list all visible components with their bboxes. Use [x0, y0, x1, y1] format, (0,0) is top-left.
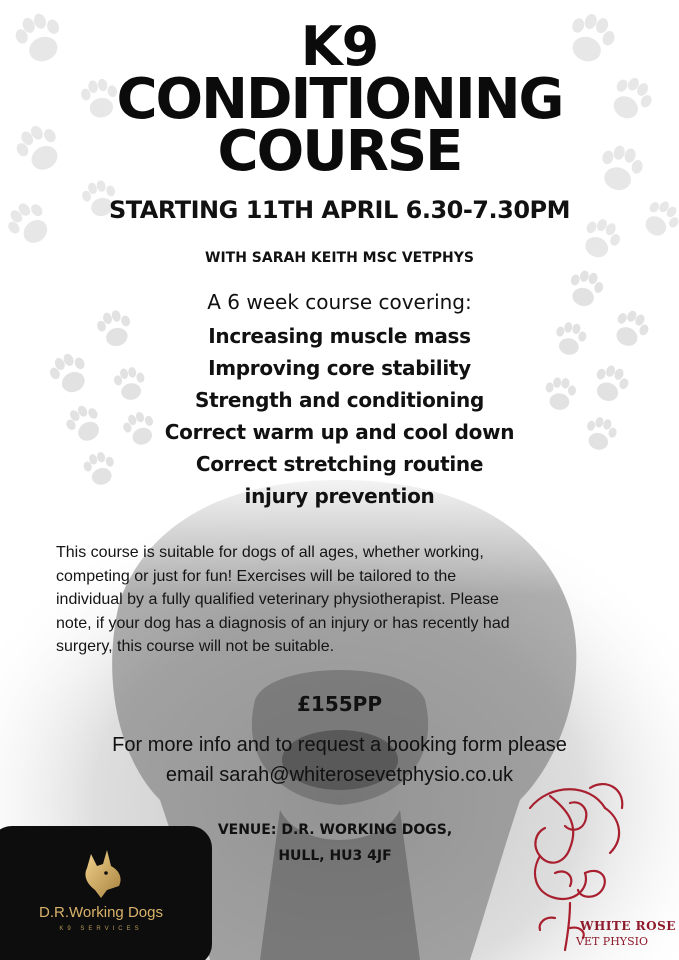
description-line: surgery, this course will not be suitable.	[56, 638, 335, 655]
title-line-3: COURSE	[217, 119, 462, 184]
white-rose-subtitle: VET PHYSIO	[576, 935, 648, 948]
course-intro: A 6 week course covering:	[207, 290, 472, 314]
topic-item: Correct warm up and cool down	[164, 420, 515, 444]
start-date: STARTING 11TH APRIL 6.30-7.30PM	[108, 196, 570, 224]
topic-item: Strength and conditioning	[194, 388, 485, 412]
course-description	[56, 541, 646, 659]
topic-item: Correct stretching routine	[195, 452, 484, 476]
dr-logo-name: D.R.Working Dogs	[39, 904, 163, 921]
more-info-line: For more info and to request a booking form please	[112, 734, 567, 756]
dr-logo-sub: K9 SERVICES	[59, 926, 143, 932]
topic-item: Increasing muscle mass	[208, 324, 471, 348]
topic-item: Improving core stability	[208, 356, 471, 380]
instructor: WITH SARAH KEITH MSC VETPHYS	[205, 250, 474, 266]
price: £155PP	[297, 692, 382, 716]
white-rose-vet-physio-logo	[510, 778, 679, 960]
dr-working-dogs-logo	[0, 826, 212, 960]
title-line-1: K9	[300, 15, 379, 78]
topics-list	[0, 320, 679, 512]
description-line: This course is suitable for dogs of all ages, whether working,	[56, 544, 484, 561]
white-rose-name: WHITE ROSE	[580, 919, 676, 933]
description-line: note, if your dog has a diagnosis of an injury or has recently had	[56, 614, 510, 632]
description-line: competing or just for fun! Exercises will be tailored to the	[56, 567, 457, 585]
venue-line: HULL, HU3 4JF	[278, 848, 392, 864]
description-line: individual by a fully qualified veterinary physiotherapist. Please	[56, 591, 499, 608]
venue	[160, 817, 510, 869]
dog-head-icon	[73, 846, 129, 902]
title-line-2: CONDITIONING	[116, 67, 563, 132]
email-text: email sarah@whiterosevetphysio.co.uk	[165, 764, 514, 786]
venue-line: VENUE: D.R. WORKING DOGS,	[217, 822, 453, 838]
topic-item: injury prevention	[244, 484, 435, 508]
